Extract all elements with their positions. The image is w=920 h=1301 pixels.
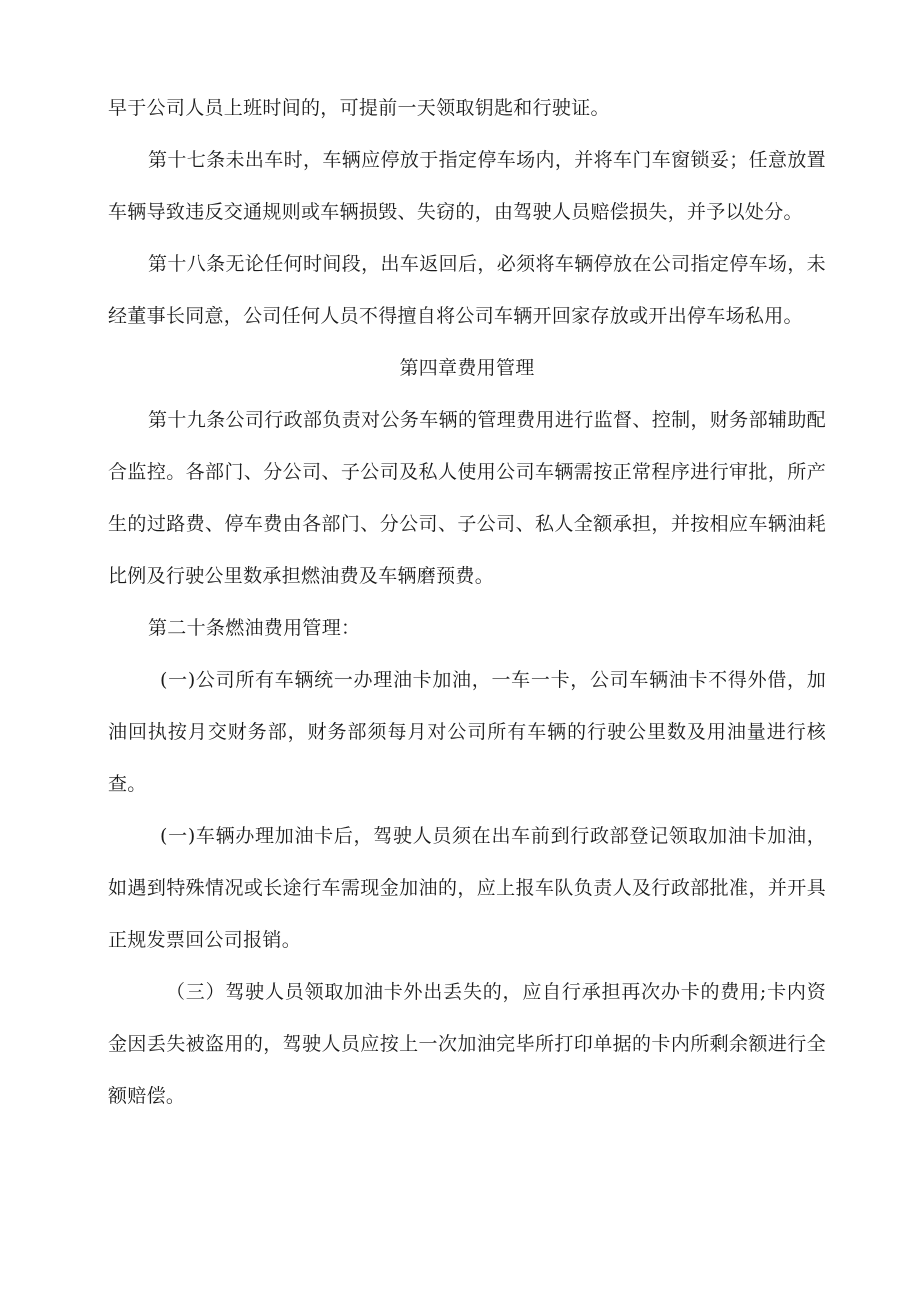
paragraph-continuation: 早于公司人员上班时间的，可提前一天领取钥匙和行驶证。 [108,97,610,119]
paragraph-item-2: (一)车辆办理加油卡后，驾驶人员须在出车前到行政部登记领取加油卡加油，如遇到特殊情况或长途行车需现金加油的，应上报车队负责人及行政部批准，并开具正规发票回公司报销。 [108,825,826,951]
paragraph-article-17: 第十七条未出车时，车辆应停放于指定停车场内，并将车门车窗锁妥；任意放置车辆导致违反交通规则或车辆损毁、失窃的，由驾驶人员赔偿损失，并予以处分。 [108,149,826,223]
paragraph-item-1: (一)公司所有车辆统一办理油卡加油，一车一卡，公司车辆油卡不得外借，加油回执按月交财务部，财务部须每月对公司所有车辆的行驶公里数及用油量进行核查。 [108,669,826,795]
paragraph-article-19: 第十九条公司行政部负责对公务车辆的管理费用进行监督、控制，财务部辅助配合监控。各部门、分公司、子公司及私人使用公司车辆需按正常程序进行审批，所产生的过路费、停车费由各部门、分公司、子公司、私人全额承担，并按相应车辆油耗比例及行驶公里数承担燃油费及车辆磨预费。 [108,409,826,587]
chapter-heading: 第四章费用管理 [399,357,535,379]
paragraph-item-3: （三）驾驶人员领取加油卡外出丢失的，应自行承担再次办卡的费用;卡内资金因丢失被盗用的，驾驶人员应按上一次加油完毕所打印单据的卡内所剩余额进行全额赔偿。 [108,981,826,1107]
document-body [108,82,826,1122]
paragraph-article-20: 第二十条燃油费用管理： [148,617,361,639]
paragraph-article-18: 第十八条无论任何时间段，出车返回后，必须将车辆停放在公司指定停车场，未经董事长同意，公司任何人员不得擅自将公司车辆开回家存放或开出停车场私用。 [108,253,826,327]
